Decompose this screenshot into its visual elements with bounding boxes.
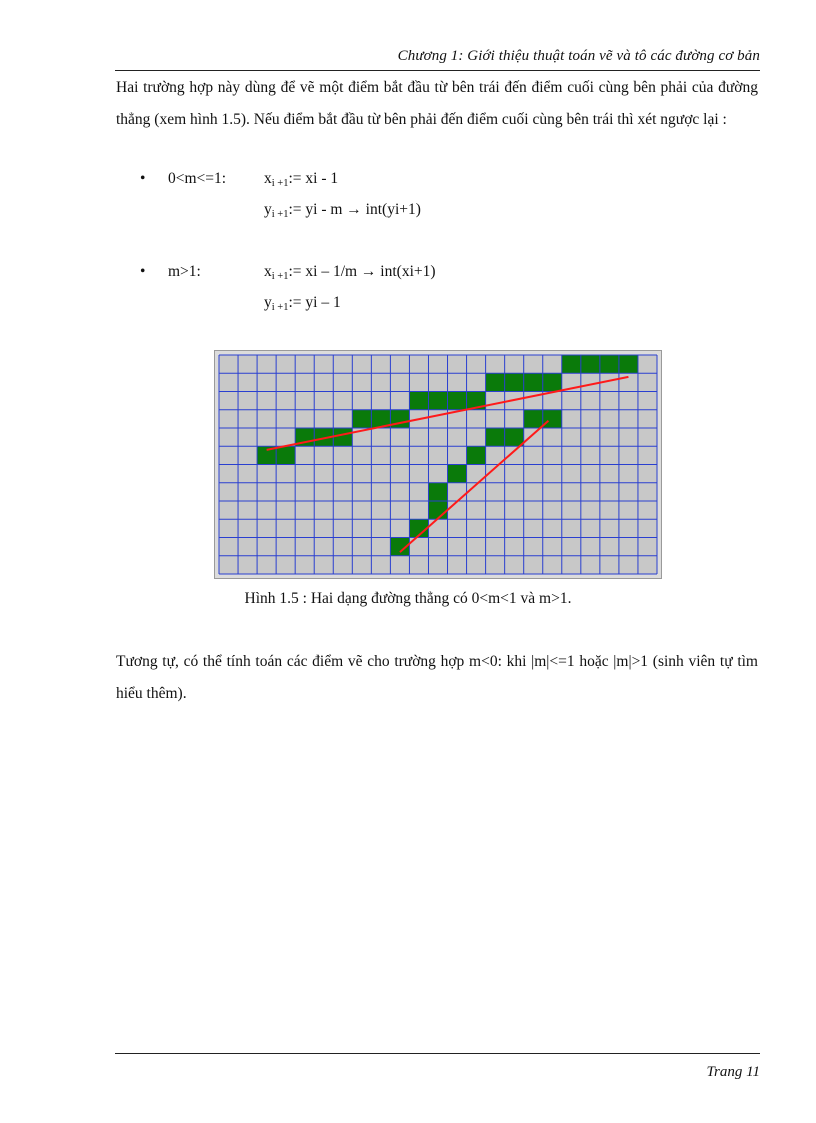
steep-line-pixel bbox=[428, 501, 447, 519]
formula-subscript: i +1 bbox=[271, 271, 289, 282]
page-number: Trang 11 bbox=[706, 1064, 760, 1080]
steep-line-pixel bbox=[486, 428, 505, 446]
shallow-line-pixel bbox=[505, 373, 524, 391]
figure-caption: Hình 1.5 : Hai dạng đường thẳng có 0<m<1 và m>1. bbox=[244, 590, 572, 607]
formula-var: y bbox=[264, 294, 272, 311]
paragraph-intro: Hai trường hợp này dùng để vẽ một điểm bắt đầu từ bên trái đến điểm cuối cùng bên phải của đường thẳng (xem hình 1.5). Nếu điểm bắt đầu từ bên phải đến điểm cuối cùng bên trái thì xét ngược lại : bbox=[116, 79, 758, 128]
raster-line-figure bbox=[214, 350, 662, 579]
page-footer bbox=[115, 1053, 760, 1084]
shallow-line-pixel bbox=[409, 392, 428, 410]
shallow-line-pixel bbox=[600, 355, 619, 373]
steep-line-pixel bbox=[543, 410, 562, 428]
formula-rhs: := xi – 1/m → int(xi+1) bbox=[288, 263, 436, 280]
steep-line-pixel bbox=[524, 410, 543, 428]
shallow-line-pixel bbox=[543, 373, 562, 391]
steep-line-pixel bbox=[467, 446, 486, 464]
shallow-line-pixel bbox=[352, 410, 371, 428]
shallow-line-pixel bbox=[333, 428, 352, 446]
formula-subscript: i +1 bbox=[271, 178, 289, 189]
shallow-line-pixel bbox=[581, 355, 600, 373]
formula-subscript: i +1 bbox=[271, 302, 289, 313]
shallow-line-pixel bbox=[486, 373, 505, 391]
formula-rhs: := yi - m → int(yi+1) bbox=[288, 201, 421, 218]
case-condition: 0<m<=1: bbox=[168, 170, 227, 187]
formula-x bbox=[264, 170, 338, 189]
formula-var: x bbox=[264, 263, 272, 280]
bullet-marker: • bbox=[140, 170, 146, 187]
shallow-line-pixel bbox=[448, 392, 467, 410]
formula-var: x bbox=[264, 170, 272, 187]
formula-x bbox=[264, 263, 436, 282]
shallow-line-pixel bbox=[524, 373, 543, 391]
formula-y bbox=[264, 294, 341, 313]
shallow-line-pixel bbox=[428, 392, 447, 410]
shallow-line-pixel bbox=[276, 446, 295, 464]
case-condition: m>1: bbox=[168, 263, 201, 280]
formula-y bbox=[264, 201, 421, 220]
steep-line-pixel bbox=[448, 465, 467, 483]
shallow-line-pixel bbox=[619, 355, 638, 373]
formula-rhs: := yi – 1 bbox=[288, 294, 341, 311]
page-header bbox=[115, 48, 760, 71]
paragraph-note: Tương tự, có thể tính toán các điểm vẽ cho trường hợp m<0: khi |m|<=1 hoặc |m|>1 (sinh viên tự tìm hiểu thêm). bbox=[116, 653, 758, 702]
shallow-line-pixel bbox=[562, 355, 581, 373]
formula-rhs: := xi - 1 bbox=[288, 170, 339, 187]
formula-subscript: i +1 bbox=[271, 209, 289, 220]
formula-var: y bbox=[264, 201, 272, 218]
steep-line-pixel bbox=[428, 483, 447, 501]
steep-line-pixel bbox=[505, 428, 524, 446]
chapter-title: Chương 1: Giới thiệu thuật toán vẽ và tô các đường cơ bản bbox=[397, 48, 760, 64]
raster-grid-image bbox=[214, 350, 662, 579]
bullet-marker: • bbox=[140, 263, 146, 280]
